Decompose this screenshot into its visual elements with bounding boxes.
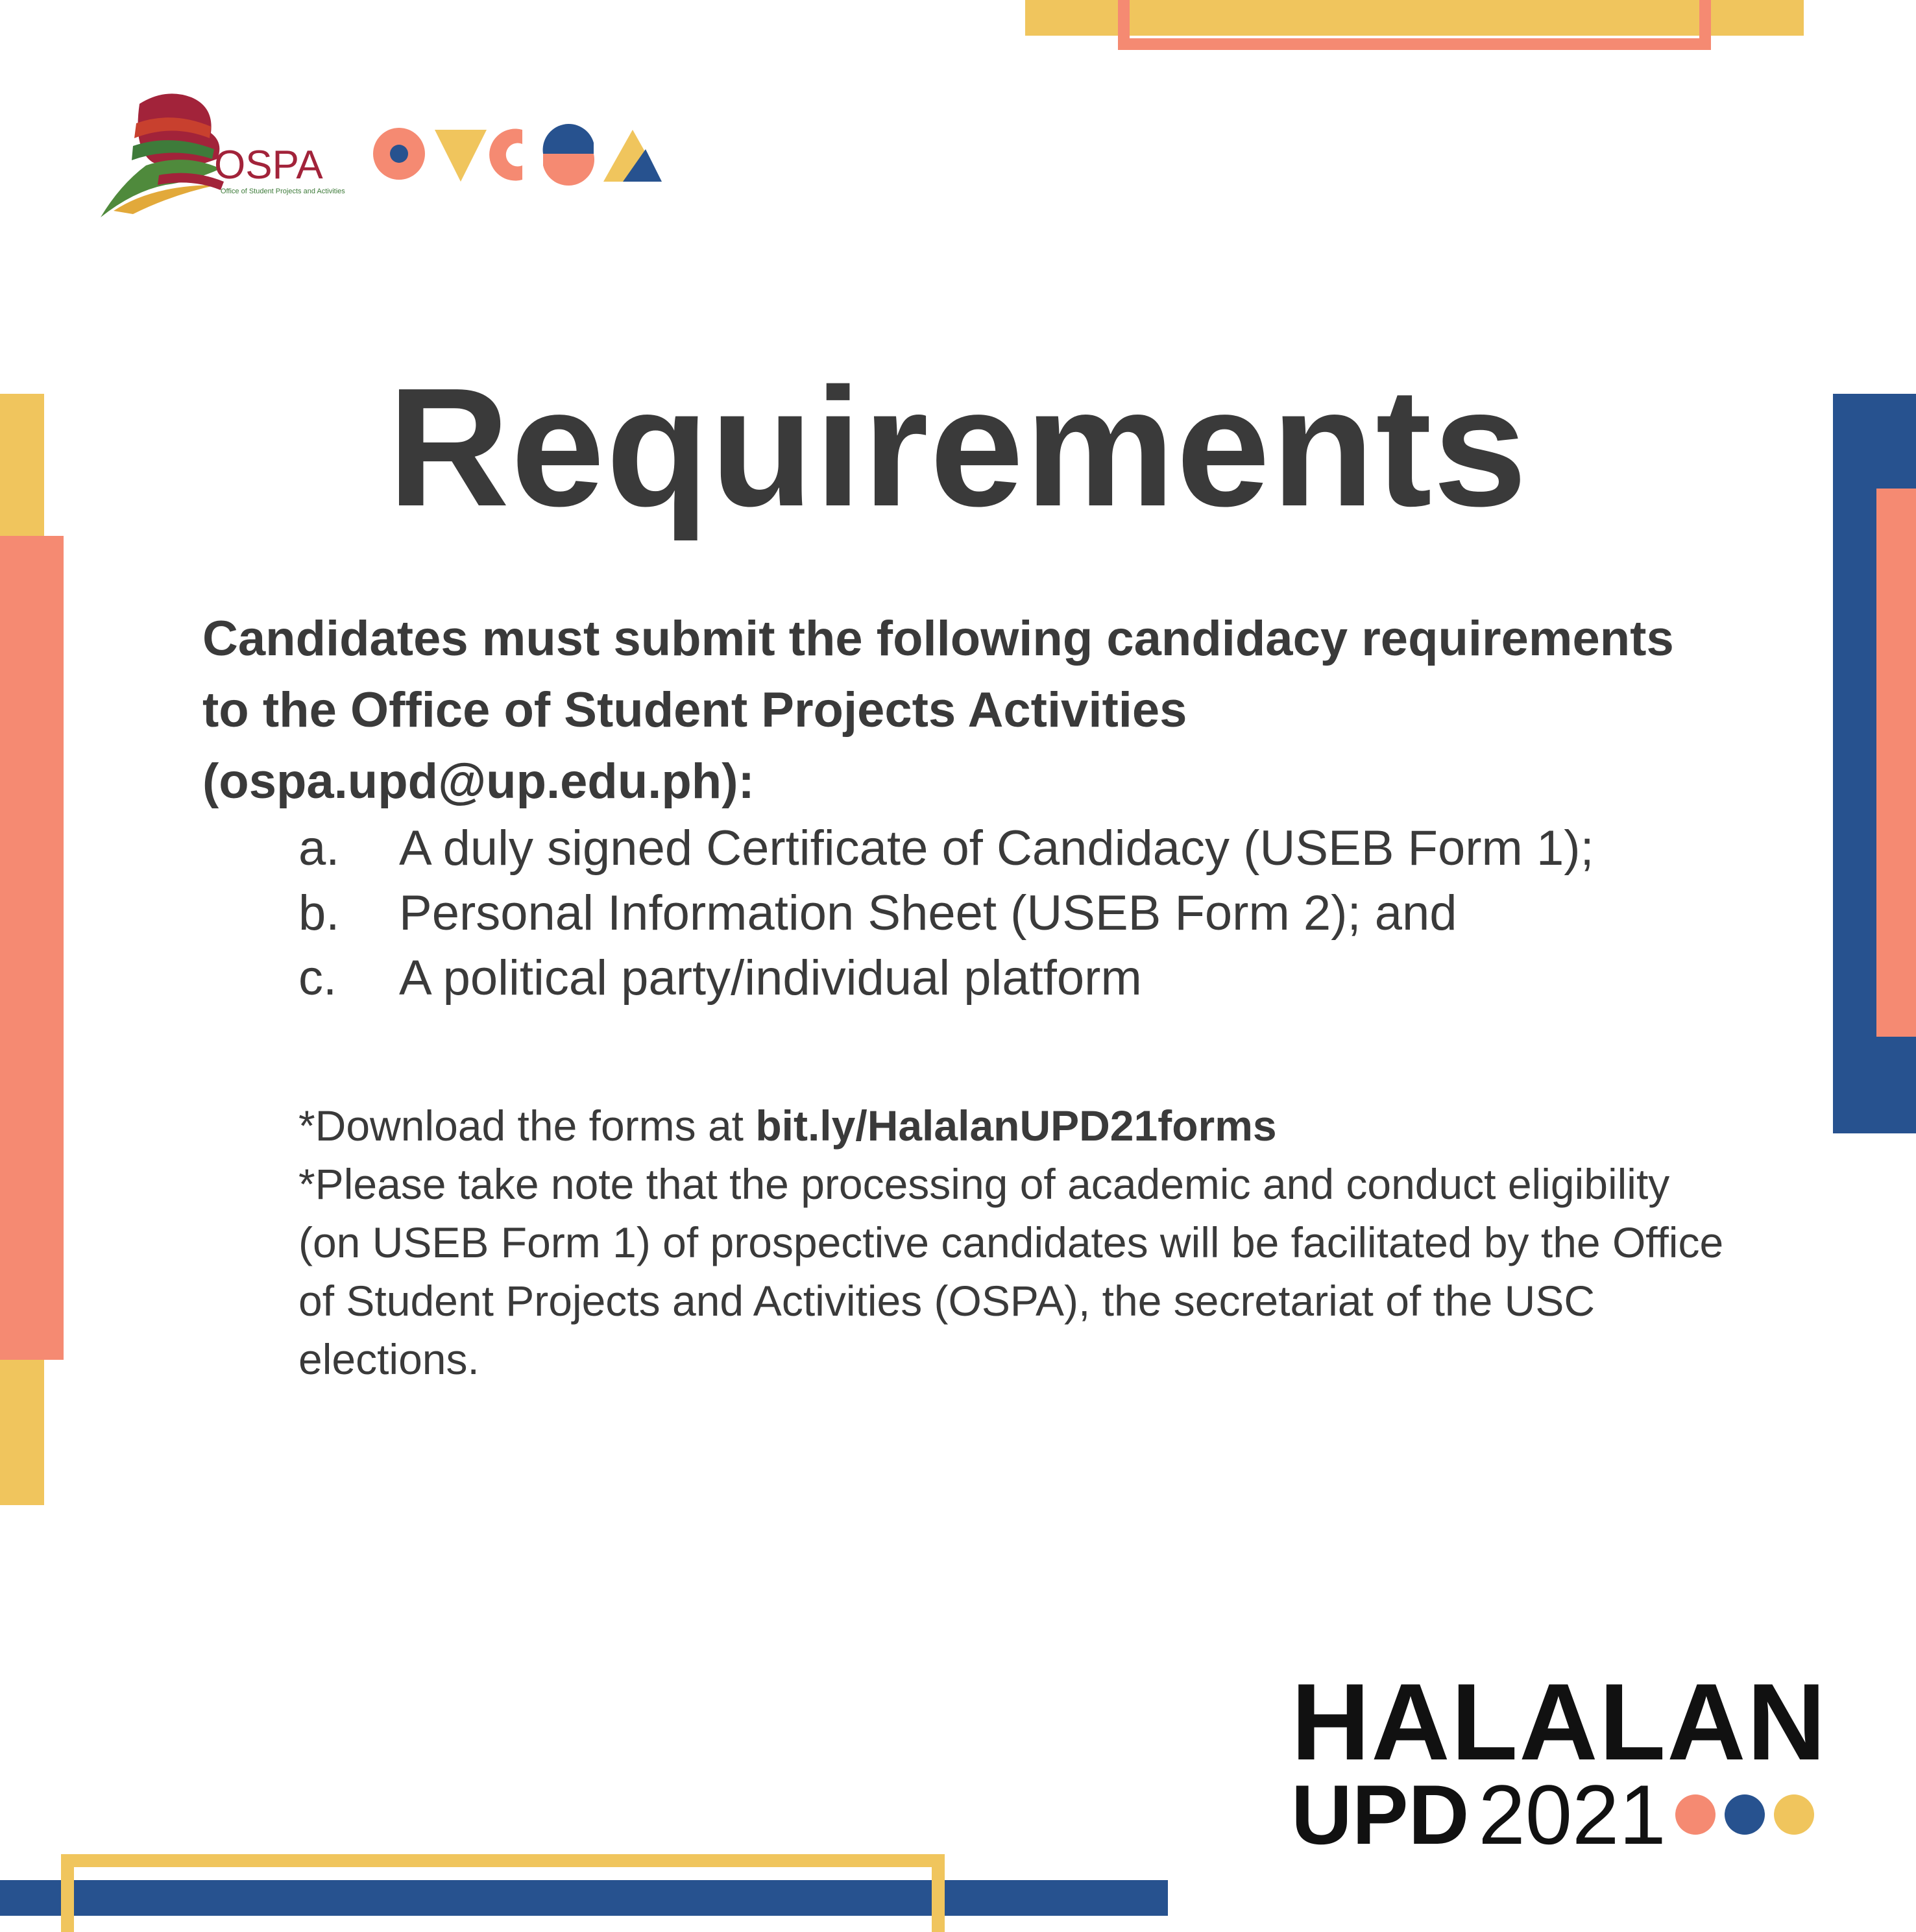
download-link[interactable]: bit.ly/HalalanUPD21forms <box>755 1102 1277 1150</box>
brand-upd: UPD <box>1291 1767 1470 1862</box>
page-title: Requirements <box>387 354 1529 542</box>
intro-text: Candidates must submit the following candidacy requirements to the Office of Student Projects Activities (ospa.upd@up.edu.ph): <box>202 611 1674 809</box>
yellow-dot-icon <box>1774 1794 1814 1835</box>
download-prefix: *Download the forms at <box>298 1102 756 1150</box>
bottom-yellow-frame <box>61 1854 945 1932</box>
brand-halalan: HALALAN <box>1291 1661 1827 1783</box>
list-item-letter: c. <box>298 950 337 1006</box>
notes-section <box>298 1096 1726 1388</box>
left-coral-bar <box>0 536 64 1360</box>
ospa-emblem-icon <box>101 93 224 217</box>
top-coral-frame <box>1118 0 1711 50</box>
list-item <box>298 816 1791 881</box>
list-item <box>298 946 1791 1011</box>
brand-bottom-row <box>1291 1767 1836 1862</box>
list-item <box>298 881 1791 946</box>
ospa-wordmark: OSPA <box>214 143 323 187</box>
list-item-text: Personal Information Sheet (USEB Form 2); and <box>399 886 1457 941</box>
header-logos <box>94 88 665 224</box>
blue-dot-icon <box>1725 1794 1765 1835</box>
halalan-brand-logo <box>1291 1661 1836 1862</box>
right-coral-bar <box>1876 489 1916 1037</box>
list-item-letter: b. <box>298 886 340 941</box>
list-item-text: A duly signed Certificate of Candidacy (USEB Form 1); <box>399 821 1594 876</box>
logos-svg <box>94 88 665 224</box>
download-note <box>298 1096 1726 1155</box>
processing-note: *Please take note that the processing of academic and conduct eligibility (on USEB Form 1) of prospective candidates will be facilitated by the Office of Student Projects and Activities (OSPA), the secretariat of the USC elections. <box>298 1160 1724 1383</box>
coral-dot-icon <box>1675 1794 1716 1835</box>
list-item-letter: a. <box>298 821 340 876</box>
brand-year: 2021 <box>1478 1767 1666 1862</box>
ovcsa-logo-icon <box>373 124 662 186</box>
list-item-text: A political party/individual platform <box>399 950 1142 1006</box>
requirements-list <box>298 816 1791 1011</box>
ospa-tagline: Office of Student Projects and Activities <box>221 187 345 195</box>
